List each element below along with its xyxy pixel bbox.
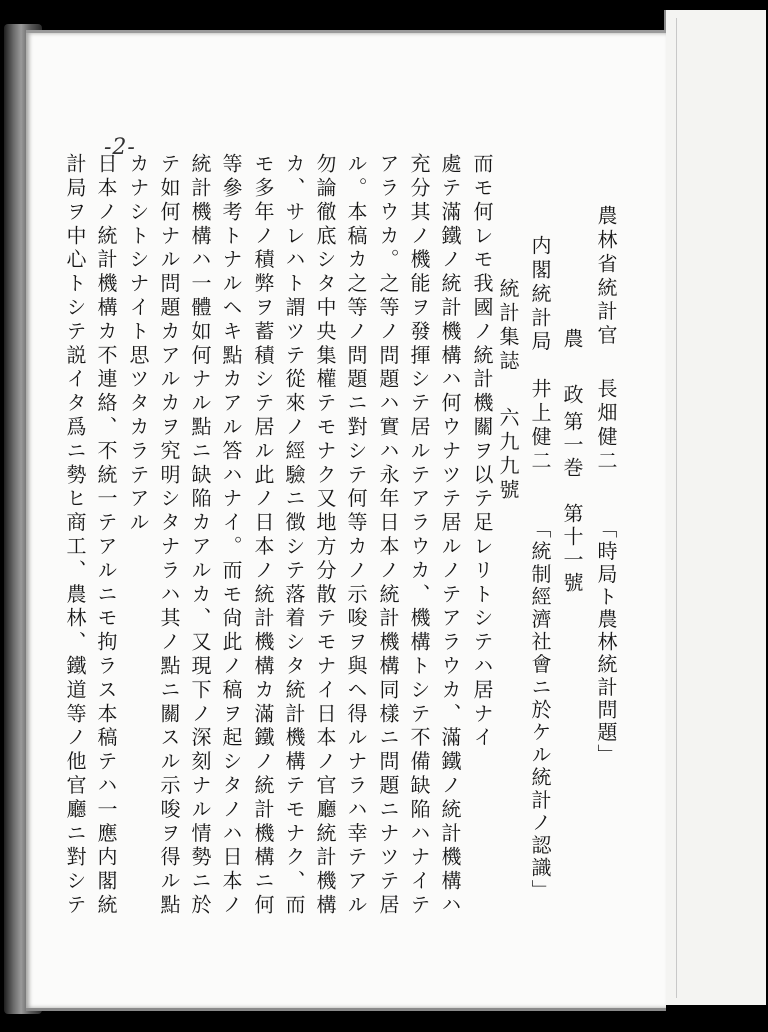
body-line: モ多年ノ積弊ヲ蓄積シテ居ル此ノ日本ノ統計機構カ滿鐵ノ統計機構ニ何 bbox=[251, 153, 275, 918]
body-line: 計局ヲ中心トシテ説イタ爲ニ勢ヒ商工、農林、鐵道等ノ他官廳ニ對シテ bbox=[63, 153, 87, 918]
body-line: ル。本稿カ之等ノ問題ニ對シテ何等カノ示唆ヲ與ヘ得ルナラハ幸テアル bbox=[344, 153, 368, 918]
author-affiliation-2: 内閣統計局 bbox=[528, 235, 552, 355]
body-line: テ如何ナル問題カアルカヲ究明シタナラハ其ノ點ニ關スル示唆ヲ得ル點 bbox=[157, 153, 181, 918]
article-title-2: 「統制經濟社會ニ於ケル統計ノ認識」 bbox=[528, 518, 552, 903]
body-line: 勿論徹底シタ中央集權テモナク又地方分散テモナイ日本ノ官廳統計機構 bbox=[313, 153, 337, 918]
body-line: 等參考トナルヘキ點カアル答ハナイ。而モ尙此ノ稿ヲ起シタノハ日本ノ bbox=[219, 153, 243, 918]
page-number: -2- bbox=[104, 135, 136, 160]
author-name-2: 井上健二 bbox=[528, 378, 552, 474]
journal-name-1: 農 政 bbox=[560, 328, 584, 412]
page-edge-rule bbox=[676, 18, 677, 998]
body-line: カ、サレハト謂ツテ從來ノ經驗ニ徴シテ落着シタ統計機構テモナク、而 bbox=[282, 153, 306, 918]
author-name-1: 長畑健二 bbox=[594, 378, 618, 474]
author-affiliation-1: 農林省統計官 bbox=[594, 205, 618, 349]
body-line: 日本ノ統計機構カ不連絡、不統一テアルニモ拘ラス本稿テハ一應内閣統 bbox=[94, 153, 118, 918]
body-line: 統計機構ハ一體如何ナル點ニ缺陥カアルカ、又現下ノ深刻ナル情勢ニ於 bbox=[188, 153, 212, 918]
body-line: 處テ滿鐵ノ統計機構ハ何ウナツテ居ルノテアラウカ、滿鐵ノ統計機構ハ bbox=[438, 153, 462, 918]
journal-issue-1: 第一巻 第十一號 bbox=[560, 411, 584, 595]
article-title-1: 「時局ト農林統計問題」 bbox=[594, 518, 618, 767]
body-line: 而モ何レモ我國ノ統計機關ヲ以テ足レリトシテハ居ナイ bbox=[470, 153, 494, 751]
document-page bbox=[26, 30, 666, 1011]
journal-issue-2: 六九九號 bbox=[496, 407, 520, 503]
body-line: アラウカ。之等ノ問題ハ實ハ永年日本ノ統計機構同樣ニ問題ニナツテ居 bbox=[376, 153, 400, 918]
body-line: 充分其ノ機能ヲ發揮シテ居ルテアラウカ、機構トシテ不備缺陥ハナイテ bbox=[407, 153, 431, 918]
next-page-edge bbox=[664, 10, 766, 1005]
journal-name-2: 統計集誌 bbox=[496, 278, 520, 374]
body-line: カナシトシナイト思ツタカラテアル bbox=[126, 153, 150, 536]
